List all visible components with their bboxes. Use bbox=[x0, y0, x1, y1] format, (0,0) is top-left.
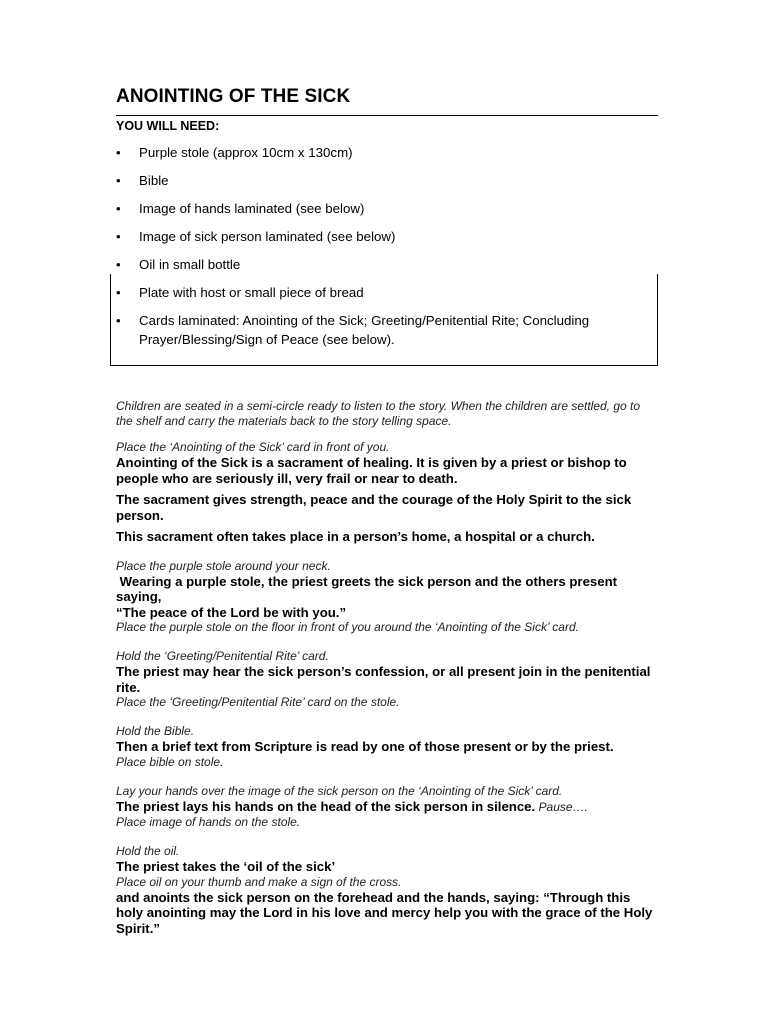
list-item: • Image of hands laminated (see below) bbox=[116, 201, 365, 216]
list-item: • Purple stole (approx 10cm x 130cm) bbox=[116, 145, 353, 160]
instruction-place-oil: Place oil on your thumb and make a sign of the cross. bbox=[116, 874, 402, 889]
narration-p7: Then a brief text from Scripture is read by one of those present or by the priest. bbox=[116, 739, 614, 754]
bullet-icon: • bbox=[116, 257, 121, 272]
narration-p9: The priest takes the ‘oil of the sick’ bbox=[116, 859, 336, 874]
list-item: • Plate with host or small piece of bread bbox=[116, 285, 364, 300]
instruction-place-greeting: Place the ‘Greeting/Penitential Rite’ card on the stole. bbox=[116, 695, 400, 709]
instruction-hold-oil: Hold the oil. bbox=[116, 844, 180, 858]
bullet-icon: • bbox=[116, 229, 121, 244]
list-item: • Oil in small bottle bbox=[116, 257, 241, 272]
narration-p8: The priest lays his hands on the head of the sick person in silence. bbox=[116, 798, 536, 814]
instruction-intro: Children are seated in a semi-circle ready to listen to the story. When the children are settled, go to the shelf and carry the materials back to the story telling space. bbox=[116, 399, 641, 428]
narration-p6: The priest may hear the sick person’s confession, or all present join in the penitential rite. bbox=[116, 664, 651, 695]
narration-p1: Anointing of the Sick is a sacrament of healing. It is given by a priest or bishop to people who are seriously ill, very frail or near to death. bbox=[116, 455, 627, 486]
list-item: • Bible bbox=[116, 173, 169, 188]
list-item: • Cards laminated: Anointing of the Sick; Greeting/Penitential Rite; Concluding Prayer/Blessing/Sign of Peace (see below). bbox=[116, 313, 590, 347]
document-page bbox=[116, 86, 658, 349]
narration-p8-line bbox=[116, 799, 658, 816]
instruction-place-bible: Place bible on stole. bbox=[116, 754, 224, 769]
narration-p10: and anoints the sick person on the forehead and the hands, saying: “Through this holy anointing may the Lord in his love and mercy help you with the grace of the Holy Spirit.” bbox=[116, 889, 653, 936]
instruction-hold-greeting: Hold the ‘Greeting/Penitential Rite’ card. bbox=[116, 649, 329, 663]
narration-p3: This sacrament often takes place in a person’s home, a hospital or a church. bbox=[116, 529, 595, 544]
instruction-place-card: Place the ‘Anointing of the Sick’ card in front of you. bbox=[116, 440, 390, 454]
instruction-pause: Pause…. bbox=[535, 799, 588, 814]
materials-heading: YOU WILL NEED: bbox=[116, 119, 220, 133]
narration-p5: “The peace of the Lord be with you.” bbox=[116, 604, 347, 620]
bullet-icon: • bbox=[116, 201, 121, 216]
bullet-icon: • bbox=[116, 145, 121, 160]
instruction-place-hands: Place image of hands on the stole. bbox=[116, 815, 301, 829]
materials-list bbox=[116, 143, 658, 349]
bullet-icon: • bbox=[116, 313, 121, 328]
narration-p2: The sacrament gives strength, peace and the courage of the Holy Spirit to the sick person. bbox=[116, 492, 632, 523]
bullet-icon: • bbox=[116, 285, 121, 300]
list-item: • Image of sick person laminated (see below) bbox=[116, 229, 396, 244]
story-section bbox=[116, 399, 658, 936]
instruction-stole-neck: Place the purple stole around your neck. bbox=[116, 558, 331, 573]
instruction-stole-floor: Place the purple stole on the floor in front of you around the ‘Anointing of the Sick’ card. bbox=[116, 620, 579, 634]
narration-p4: Wearing a purple stole, the priest greets the sick person and the others present saying, bbox=[116, 573, 621, 604]
instruction-hold-bible: Hold the Bible. bbox=[116, 724, 195, 738]
instruction-lay-hands: Lay your hands over the image of the sick person on the ‘Anointing of the Sick’ card. bbox=[116, 783, 563, 798]
page-title: ANOINTING OF THE SICK bbox=[116, 86, 658, 116]
bullet-icon: • bbox=[116, 173, 121, 188]
